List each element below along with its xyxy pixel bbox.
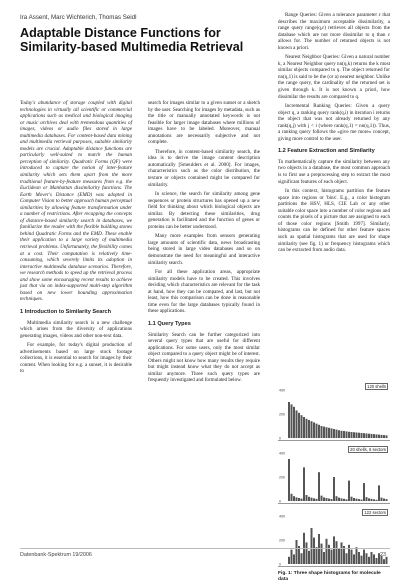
histogram-bar [293,554,295,564]
histogram-bar [383,559,385,564]
histogram-bar [333,429,335,438]
histogram-chart-1 [278,382,390,440]
y-tick-label: 200 [279,475,285,480]
histogram-bar [341,498,343,501]
histogram-bar [328,428,330,438]
histogram-bar [358,433,360,438]
paragraph: Range Queries: Given a tolerance parameter ε that describes the maximum acceptable dissimilarity, a range query range(q,ε) retrieves all objects from the database which are not more dissimilar to q than ε allows for. The number of returned objects is not known a priori. [278,12,390,51]
section-1-heading: 1 Introduction to Similarity Search [20,308,112,315]
histogram-bar [368,498,370,501]
histogram-bar [336,430,338,438]
histogram-bar [323,427,325,438]
column-2 [148,100,260,387]
y-tick-label: 200 [279,538,285,543]
histogram-bar [371,552,373,564]
histogram-bar [378,485,380,501]
histogram-chart-3 [278,508,390,566]
histogram-bar [301,499,303,501]
y-tick-label: 400 [279,451,285,456]
histogram-bar [296,497,298,501]
histogram-bar [381,435,383,438]
histogram-bar [336,541,338,564]
histogram-bar [373,499,375,501]
y-tick-label: 0 [279,499,281,503]
y-tick-label: 200 [279,412,285,417]
paragraph: Therefore, in content-based similarity search, the idea is to derive the image content description automatically [Smeulders et al. 2000]. For images, characteristics such as the color distribution, the texture or objects contained might be compared for similarity. [148,148,260,188]
y-tick-label: 400 [279,388,285,393]
figure-caption [278,571,390,583]
histogram-bar [296,410,298,438]
histogram-bar [341,431,343,438]
histogram-bar [311,421,313,438]
histogram-label: 120 shells [367,384,386,389]
histogram-bar [353,498,355,501]
paragraph: Incremental Ranking Queries: Given a query object q, a ranking query rank(q,i) in iteration i returns the object that was not already returned by any rank(q,j) with j < i (where rank(q,1) = nn(q,1)). Thus, a ranking query follows the «give me more» concept, giving more control to the user. [278,103,390,142]
histogram-bar [333,536,335,564]
histogram-bar [316,424,318,438]
column-3 [278,12,390,257]
histogram-bar [346,431,348,438]
histogram-bar [313,538,315,564]
histogram-bar [353,554,355,564]
paragraph: In science, the search for similarity among gene sequences or protein structures has opened up a new field for thinking about which biological objects are similar. By detecting these similarities, drug generation is facilitated and the function of genes or proteins can be better understood. [148,191,260,230]
histogram-bar [356,547,358,564]
histogram-bar [293,407,295,438]
histogram-bar [301,415,303,438]
histogram-bar [368,434,370,438]
paragraph: For example, for today's digital production of advertisements based on large stock footage collections, it is essential to search for images by their content. When looking for e.g. a sunset, it is desirable to [20,342,132,375]
histogram-bar [318,425,320,438]
histogram-bar [341,542,343,564]
histogram-bar [353,432,355,438]
histogram-bar [371,499,373,501]
histogram-bar [338,548,340,564]
section-1-1-heading: 1.1 Query Types [148,320,191,327]
histogram-bar [361,500,363,501]
histogram-bar [358,552,360,564]
histogram-bar [306,495,308,501]
histogram-bar [316,547,318,564]
histogram-bar [303,467,305,501]
histogram-bar [376,558,378,564]
histogram-bar [356,499,358,501]
histogram-bar [288,557,290,564]
paragraph: Nearest Neighbor Queries: Given a natural number k, a Nearest Neighbor query nn(q,k) returns the k most similar objects compared to q. The object returned for nn(q,1) is said to be the (or a) nearest neighbor. Unlike the range query, the cardinality of the returned set is given through k. It is not known a priori, how dissimilar the results are compared to q. [278,54,390,100]
histogram-bar [368,557,370,564]
histogram-bar [386,435,388,438]
histogram-bar [348,432,350,438]
histogram-bar [331,428,333,438]
histogram-bar [376,500,378,501]
histogram-bar [381,498,383,501]
histogram-bar [306,419,308,438]
histogram-bar [323,552,325,564]
histogram-bar [363,550,365,564]
histogram-label: 20 shells, 6 sectors [350,447,386,452]
histogram-bar [316,499,318,501]
paragraph: Similarity Search can be further categorized into several query types that are useful for different applications. For some users, only the most similar object compared to a query object might be of interest. Others might not know how many results they require but might instead know what they do not accept as similar anymore. Three such query types are frequently investigated and formulated below. [148,331,260,384]
histogram-bar [351,432,353,438]
histogram-bar [298,498,300,501]
histogram-bar [373,554,375,564]
histogram-bar [363,483,365,501]
histogram-bar [326,498,328,501]
histogram-bar [331,550,333,564]
figure-1 [278,382,390,583]
histogram-bar [318,534,320,564]
histogram-bar [293,496,295,501]
histogram-bar [373,434,375,438]
histogram-bar [348,481,350,501]
paragraph: Many more examples from sensors generating large amounts of scientific data, news broadcasting being stored in large video databases and so on demonstrate the need for meaningful and interactive similarity search. [148,233,260,266]
histogram-bar [361,433,363,438]
histogram-bar [328,499,330,501]
histogram-bar [291,494,293,501]
section-1-2-heading: 1.2 Feature Extraction and Similarity [278,148,375,155]
histogram-panel-1 [278,382,390,441]
histogram-bar [311,498,313,501]
histogram-bar [366,433,368,438]
paragraph: To mathematically capture the similarity between any two objects in a database, the most common approach is to first use a preprocessing step to extract the most significant features of each object. [278,158,390,185]
histogram-bar [366,553,368,564]
histogram-bar [291,550,293,564]
histogram-panel-2 [278,445,390,504]
histogram-bar [338,430,340,438]
histogram-bar [306,542,308,564]
histogram-bar [358,499,360,501]
paragraph: search for images similar to a given sunset or a sketch by the user. Searching for images by metadata, such as the title or manually annotated keywords is not feasible for larger image databases where millions of images have to be labeled. Moreover, manual annotations are necessarily subjective and not complete. [148,100,260,146]
journal-name: Datenbank-Spektrum 19/2006 [20,552,92,558]
histogram-bar [361,556,363,564]
histogram-bar [298,413,300,438]
histogram-label: 122 sectors [364,510,386,515]
page-number: 23 [380,552,386,558]
y-tick-label: 0 [279,562,281,566]
histogram-bar [343,431,345,438]
histogram-bar [288,402,290,438]
y-tick-label: 400 [279,514,285,519]
histogram-bar [333,477,335,501]
histogram-bar [323,497,325,501]
section-1-body [20,320,132,375]
column-1 [20,100,132,378]
histogram-bar [376,434,378,438]
histogram-bar [321,544,323,564]
histogram-bar [331,499,333,501]
histogram-bar [308,497,310,501]
histogram-bar [383,499,385,501]
histogram-bar [301,553,303,564]
histogram-bar [326,539,328,564]
paragraph: In this context, histograms partition the feature space into regions or 'bins'. E.g., a color histogram partitions the HSV, HLS, CIE Lab or any other suitable color space into a number of color regions and counts the pixels of a picture that are assigned to each of those color regions [Smith 1997]. Similarly, histograms can be defined for other feature spaces such as spatial histograms that are used for shape similarity (see fig. 1) or frequency histograms which can be extracted from audio data. [278,188,390,254]
paragraph: Multimedia similarity search is a new challenge which arises from the diversity of applications generating images, videos and other non-text data. [20,319,132,339]
histogram-bar [386,499,388,501]
histogram-bar [311,528,313,564]
y-tick-label: 0 [279,436,281,440]
histogram-bar [351,497,353,501]
histogram-bar [288,459,290,501]
histogram-bar [383,435,385,438]
footer-rule [20,548,390,549]
histogram-bar [313,498,315,501]
histogram-bar [351,550,353,564]
histogram-bar [366,497,368,501]
histogram-bar [356,432,358,438]
paper-title: Adaptable Distance Functions for Similarity-based Multimedia Retrieval [20,26,244,54]
histogram-bar [371,434,373,438]
histogram-bar [321,426,323,438]
histogram-bar [308,420,310,438]
histogram-bar [378,435,380,438]
histogram-bar [338,498,340,501]
histogram-bar [346,553,348,564]
histogram-bar [326,427,328,438]
caption-title: Fig. 1: Three shape histograms for molecule data [278,571,381,582]
author-line: Ira Assent, Marc Wichterich, Thomas Seidl [20,14,137,21]
histogram-bar [318,472,320,501]
histogram-bar [336,496,338,501]
histogram-bar [291,404,293,438]
histogram-bar [303,417,305,438]
histogram-bar [313,422,315,438]
histogram-panel-3 [278,508,390,567]
paragraph: For all these application areas, appropriate similarity models have to be created. This involves deciding which characteristics are relevant for the task at hand, how they can be compared, and last, but not least, how this comparison can be done in reasonable time even for the large databases typically found in these applications. [148,269,260,315]
histogram-bar [363,433,365,438]
histogram-bar [346,499,348,501]
histogram-bar [296,540,298,564]
histogram-chart-2 [278,445,390,503]
histogram-bar [321,496,323,501]
abstract: Today's abundance of storage coupled with digital technologies in virtually all scientific or commercial applications such as medical and biological imaging or music archives deal with tremendous quantities of images, videos or audio files stored in large multimedia databases. For content-based data mining and multimedia retrieval purposes, suitable similarity models are crucial. Adaptable distance functions are particularly well-suited to match the human perception of similarity. Quadratic Forms (QF) were introduced to capture the notion of inter-feature similarity which sets them apart from the more traditional feature-by-feature measures from e.g. the Euclidean or Manhattan dissimilarity functions. The Earth Mover's Distance (EMD) was adopted in Computer Vision to better approach human perceptual similarities by allowing feature transformation under a number of restrictions. After recapping the concepts of distance-based similarity search in databases, we familiarize the reader with the flexible building stones behind Quadratic Forms and the EMD. These enable their application to a large variety of multimedia retrieval problems. Unfortunately, the flexibility comes at a cost. Their computation is relatively time-consuming, which severely limits its adoption in interactive multimedia database scenarios. Therefore, we research methods to speed up the retrieval process and show some encouraging recent results to achieve just that via an index-supported multi-step algorithm based on new lower bounding approximation techniques. [20,100,132,303]
histogram-bar [343,499,345,501]
histogram-bar [308,551,310,564]
